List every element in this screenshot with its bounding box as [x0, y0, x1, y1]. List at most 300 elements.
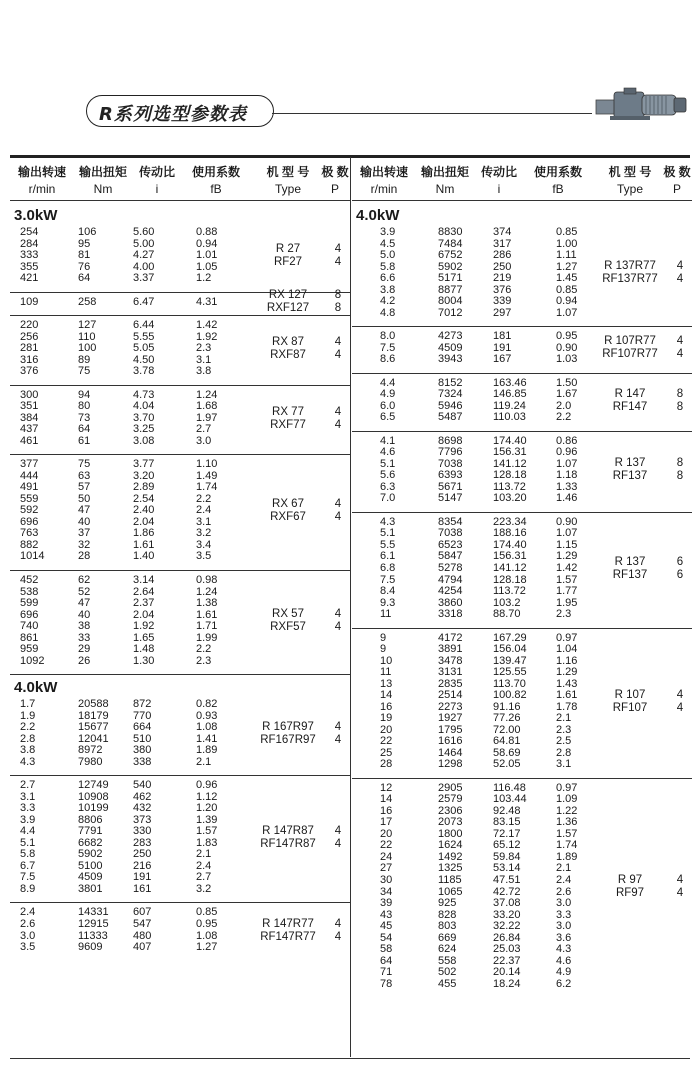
factor-cell: 3.0 [196, 434, 212, 447]
torque-cell: 52 [78, 585, 91, 598]
ratio-cell: 250 [493, 260, 512, 273]
header-speed: 输出转速 [17, 165, 66, 179]
speed-cell: 559 [20, 492, 39, 505]
factor-cell: 0.93 [196, 709, 218, 722]
section-divider [10, 315, 350, 316]
factor-cell: 3.2 [196, 882, 212, 895]
table-row [20, 919, 260, 931]
speed-cell: 284 [20, 237, 39, 250]
power-rating: 4.0kW [356, 207, 400, 224]
factor-cell: 0.96 [556, 446, 578, 459]
factor-cell: 6.2 [556, 977, 572, 990]
pole-count: 4 [334, 405, 342, 418]
ratio-cell: 2.04 [133, 608, 155, 621]
ratio-cell: 4.04 [133, 400, 155, 413]
torque-cell: 62 [78, 574, 91, 586]
factor-cell: 2.1 [556, 862, 572, 875]
factor-cell: 0.85 [556, 283, 578, 296]
torque-cell: 1185 [438, 874, 462, 886]
speed-cell: 45 [380, 920, 393, 933]
ratio-cell: 141.12 [493, 562, 527, 574]
speed-cell: 64 [380, 954, 393, 967]
torque-cell: 7038 [438, 457, 463, 470]
speed-cell: 9 [380, 631, 387, 644]
speed-cell: 109 [20, 295, 39, 308]
ratio-cell: 2.89 [133, 481, 155, 494]
table-row [380, 690, 620, 702]
factor-cell: 3.3 [556, 908, 572, 921]
factor-cell: 1.09 [556, 793, 578, 806]
gear-motor-icon [594, 86, 690, 122]
torque-cell: 10908 [78, 790, 109, 803]
factor-cell: 1.45 [556, 272, 578, 285]
ratio-cell: 2.04 [133, 515, 155, 528]
torque-cell: 258 [78, 295, 97, 308]
pole-count: 8 [676, 470, 684, 483]
torque-cell: 95 [78, 237, 91, 250]
speed-cell: 5.8 [380, 260, 396, 273]
model-type: R 147R87 [262, 824, 314, 837]
model-type: RF167R97 [260, 733, 316, 746]
factor-cell: 1.10 [196, 458, 218, 471]
speed-cell: 20 [380, 723, 393, 736]
ratio-cell: 3.78 [133, 365, 155, 378]
speed-cell: 17 [380, 816, 393, 829]
section-divider [10, 385, 350, 386]
pole-count: 4 [676, 873, 684, 886]
speed-cell: 333 [20, 249, 39, 262]
pole-count: 4 [334, 608, 342, 621]
torque-cell: 2514 [438, 689, 463, 702]
ratio-cell: 2.64 [133, 585, 155, 598]
ratio-cell: 139.47 [493, 654, 527, 667]
pole-count: 4 [334, 418, 342, 431]
torque-cell: 18179 [78, 709, 109, 722]
section-divider [10, 902, 350, 903]
model-type: RX 67 [272, 498, 304, 511]
speed-cell: 28 [380, 758, 393, 771]
pole-count: 8 [676, 400, 684, 413]
torque-cell: 3891 [438, 643, 463, 656]
ratio-cell: 116.48 [493, 781, 526, 794]
speed-cell: 9.3 [380, 596, 396, 609]
ratio-cell: 2.40 [133, 504, 155, 517]
torque-cell: 1800 [438, 827, 463, 840]
model-type: R 167R97 [262, 720, 314, 733]
ratio-cell: 3.25 [133, 423, 155, 436]
speed-cell: 25 [380, 746, 393, 759]
torque-cell: 29 [78, 643, 91, 656]
speed-cell: 16 [380, 804, 393, 817]
pole-count: 4 [676, 260, 684, 273]
ratio-cell: 4.50 [133, 353, 155, 366]
ratio-cell: 72.17 [493, 827, 521, 840]
ratio-cell: 4.27 [133, 249, 155, 262]
factor-cell: 0.95 [196, 918, 218, 930]
torque-cell: 89 [78, 353, 91, 366]
ratio-cell: 52.05 [493, 758, 521, 771]
table-row [380, 875, 620, 887]
speed-cell: 4.3 [20, 755, 36, 768]
torque-cell: 8698 [438, 434, 463, 447]
ratio-cell: 100.82 [493, 689, 527, 702]
torque-cell: 4509 [78, 871, 103, 884]
ratio-cell: 59.84 [493, 850, 521, 863]
torque-cell: 8877 [438, 283, 463, 296]
factor-cell: 3.1 [196, 515, 212, 528]
factor-cell: 2.5 [556, 735, 572, 748]
factor-cell: 1.50 [556, 376, 578, 389]
torque-cell: 10199 [78, 802, 109, 815]
model-type: RXF87 [270, 348, 306, 361]
table-row [20, 320, 260, 332]
header-type: 机 型 号 [608, 165, 652, 179]
factor-cell: 1.29 [556, 666, 578, 679]
factor-cell: 1.15 [556, 538, 578, 551]
torque-cell: 5100 [78, 859, 103, 872]
torque-cell: 7980 [78, 755, 103, 768]
table-row [20, 884, 260, 896]
ratio-cell: 191 [133, 871, 152, 884]
pole-count: 4 [334, 917, 342, 930]
torque-cell: 1298 [438, 758, 463, 771]
torque-cell: 6682 [78, 836, 103, 849]
speed-cell: 4.4 [20, 825, 36, 838]
factor-cell: 0.90 [556, 341, 578, 354]
factor-cell: 1.67 [556, 388, 578, 401]
factor-cell: 1.95 [556, 596, 578, 609]
pole-count: 8 [334, 302, 342, 315]
speed-cell: 2.4 [20, 906, 36, 919]
table-row [20, 942, 260, 954]
speed-cell: 2.7 [20, 779, 36, 792]
factor-cell: 1.01 [196, 249, 218, 262]
ratio-cell: 1.40 [133, 550, 155, 563]
torque-cell: 37 [78, 527, 91, 540]
factor-cell: 2.6 [556, 885, 572, 898]
speed-cell: 8.4 [380, 585, 396, 598]
factor-cell: 2.1 [196, 848, 212, 861]
speed-cell: 34 [380, 885, 393, 898]
torque-cell: 3131 [438, 666, 463, 679]
factor-cell: 1.36 [556, 816, 578, 829]
pole-count: 4 [334, 498, 342, 511]
column-divider [350, 157, 351, 1057]
factor-cell: 2.3 [556, 608, 572, 621]
torque-cell: 7038 [438, 527, 463, 540]
factor-cell: 2.8 [556, 746, 572, 759]
factor-cell: 1.05 [196, 260, 218, 273]
table-row [380, 250, 620, 262]
header-rule [352, 200, 692, 201]
speed-cell: 3.5 [20, 941, 36, 954]
ratio-cell: 4.00 [133, 260, 155, 273]
factor-cell: 1.22 [556, 804, 578, 817]
factor-cell: 1.16 [556, 654, 578, 667]
pole-count: 4 [334, 824, 342, 837]
ratio-cell: 286 [493, 249, 512, 262]
ratio-cell: 77.26 [493, 712, 521, 725]
table-row [20, 757, 260, 769]
factor-cell: 1.68 [196, 400, 218, 413]
pole-count: 4 [334, 348, 342, 361]
speed-cell: 11 [380, 666, 392, 679]
header-poles-unit: P [330, 182, 339, 196]
ratio-cell: 1.65 [133, 631, 155, 644]
model-type: R 137 [614, 457, 646, 470]
speed-cell: 599 [20, 597, 39, 610]
factor-cell: 0.85 [196, 906, 218, 919]
ratio-cell: 3.37 [133, 272, 155, 285]
pole-count: 4 [676, 688, 684, 701]
table-row [20, 343, 260, 355]
torque-cell: 8830 [438, 226, 463, 238]
speed-cell: 8.9 [20, 882, 36, 895]
model-type: RX 77 [272, 405, 304, 418]
factor-cell: 1.2 [196, 272, 212, 285]
ratio-cell: 407 [133, 941, 152, 954]
ratio-cell: 18.24 [493, 977, 521, 990]
torque-cell: 2073 [438, 816, 463, 829]
speed-cell: 3.0 [20, 929, 36, 942]
speed-cell: 740 [20, 620, 39, 633]
header-poles: 极 数 [321, 165, 349, 179]
torque-cell: 94 [78, 388, 91, 401]
speed-cell: 4.6 [380, 446, 396, 459]
factor-cell: 1.07 [556, 457, 578, 470]
factor-cell: 3.6 [556, 931, 572, 944]
torque-cell: 50 [78, 492, 91, 505]
speed-cell: 9 [380, 643, 387, 656]
section-divider [10, 775, 350, 776]
torque-cell: 4254 [438, 585, 463, 598]
torque-cell: 5171 [438, 272, 463, 285]
torque-cell: 7484 [438, 237, 463, 250]
ratio-cell: 770 [133, 709, 152, 722]
power-rating: 4.0kW [14, 679, 58, 697]
table-row [20, 273, 260, 285]
ratio-cell: 330 [133, 825, 152, 838]
speed-cell: 58 [380, 943, 393, 956]
table-row [20, 644, 260, 656]
model-type: R 27 [275, 242, 301, 255]
speed-cell: 281 [20, 342, 39, 355]
torque-cell: 12749 [78, 779, 109, 792]
ratio-cell: 3.08 [133, 434, 155, 447]
speed-cell: 4.4 [380, 376, 396, 389]
header-rule [10, 200, 350, 201]
table-row [380, 412, 620, 424]
table-row [380, 944, 620, 956]
torque-cell: 5147 [438, 492, 463, 505]
ratio-cell: 223.34 [493, 515, 527, 528]
ratio-cell: 128.18 [493, 573, 527, 586]
table-row [380, 227, 620, 239]
ratio-cell: 1.30 [133, 654, 155, 667]
torque-cell: 1927 [438, 712, 463, 725]
factor-cell: 2.2 [196, 643, 212, 656]
pole-count: 4 [334, 733, 342, 746]
model-type: RF147R77 [260, 930, 316, 943]
header-poles: 极 数 [663, 165, 691, 179]
torque-cell: 1492 [438, 850, 463, 863]
factor-cell: 1.24 [196, 388, 218, 401]
speed-cell: 452 [20, 574, 39, 586]
model-type: RF107R77 [602, 348, 658, 361]
speed-cell: 220 [20, 319, 39, 332]
title-badge [86, 95, 274, 127]
torque-cell: 2835 [438, 677, 463, 690]
torque-cell: 106 [78, 226, 97, 238]
factor-cell: 1.39 [196, 813, 218, 826]
factor-cell: 2.2 [556, 411, 572, 424]
table-row [20, 366, 260, 378]
speed-cell: 4.1 [380, 434, 396, 447]
speed-cell: 24 [380, 850, 393, 863]
factor-cell: 0.90 [556, 515, 578, 528]
ratio-cell: 3.14 [133, 574, 155, 586]
factor-cell: 2.3 [196, 342, 212, 355]
factor-cell: 1.57 [556, 573, 578, 586]
ratio-cell: 297 [493, 306, 512, 319]
torque-cell: 1624 [438, 839, 463, 852]
factor-cell: 2.0 [556, 399, 572, 412]
torque-cell: 5671 [438, 480, 463, 493]
speed-cell: 8.6 [380, 353, 396, 366]
ratio-cell: 22.37 [493, 954, 521, 967]
factor-cell: 1.12 [196, 790, 218, 803]
torque-cell: 4273 [438, 330, 463, 343]
torque-cell: 33 [78, 631, 91, 644]
speed-cell: 5.8 [20, 848, 36, 861]
speed-cell: 4.3 [380, 515, 396, 528]
speed-cell: 1.7 [20, 698, 36, 711]
speed-cell: 7.5 [20, 871, 36, 884]
speed-cell: 3.1 [20, 790, 36, 803]
factor-cell: 1.33 [556, 480, 578, 493]
torque-cell: 1616 [438, 735, 463, 748]
ratio-cell: 510 [133, 732, 152, 745]
factor-cell: 1.71 [196, 620, 218, 633]
speed-cell: 696 [20, 515, 39, 528]
speed-cell: 5.1 [20, 836, 36, 849]
torque-cell: 8152 [438, 376, 463, 389]
speed-cell: 8.0 [380, 330, 396, 343]
factor-cell: 3.0 [556, 897, 572, 910]
speed-cell: 5.1 [380, 457, 396, 470]
section-divider [352, 326, 692, 327]
ratio-cell: 373 [133, 813, 152, 826]
table-row [380, 493, 620, 505]
pole-count: 4 [334, 242, 342, 255]
torque-cell: 61 [78, 434, 91, 447]
speed-cell: 444 [20, 469, 39, 482]
torque-cell: 6393 [438, 469, 463, 482]
ratio-cell: 607 [133, 906, 152, 919]
ratio-cell: 161 [133, 882, 152, 895]
factor-cell: 4.6 [556, 954, 572, 967]
ratio-cell: 1.48 [133, 643, 155, 656]
ratio-cell: 5.55 [133, 330, 155, 343]
factor-cell: 1.29 [556, 550, 578, 563]
table-row [20, 436, 260, 448]
ratio-cell: 462 [133, 790, 152, 803]
table-row [20, 745, 260, 757]
torque-cell: 14331 [78, 906, 109, 919]
torque-cell: 3801 [78, 882, 103, 895]
pole-count: 4 [334, 621, 342, 634]
table-row [20, 250, 260, 262]
ratio-cell: 1.86 [133, 527, 155, 540]
speed-cell: 43 [380, 908, 393, 921]
model-type: RX 87 [272, 335, 304, 348]
torque-cell: 1464 [438, 746, 463, 759]
factor-cell: 2.4 [196, 504, 212, 517]
torque-cell: 624 [438, 943, 457, 956]
torque-cell: 7012 [438, 306, 463, 319]
ratio-cell: 664 [133, 721, 152, 734]
factor-cell: 1.77 [556, 585, 578, 598]
ratio-cell: 53.14 [493, 862, 521, 875]
factor-cell: 1.42 [556, 562, 578, 574]
model-type: RF137 [612, 470, 648, 483]
factor-cell: 2.2 [196, 492, 212, 505]
speed-cell: 19 [380, 712, 393, 725]
factor-cell: 1.57 [196, 825, 218, 838]
header-ratio: 传动比 [138, 165, 175, 179]
speed-cell: 30 [380, 874, 393, 886]
ratio-cell: 188.16 [493, 527, 527, 540]
speed-cell: 861 [20, 631, 39, 644]
ratio-cell: 119.24 [493, 399, 526, 412]
factor-cell: 3.0 [556, 920, 572, 933]
table-row [20, 575, 260, 587]
torque-cell: 9609 [78, 941, 103, 954]
header-speed: 输出转速 [359, 165, 408, 179]
ratio-cell: 338 [133, 755, 152, 768]
header-factor: 使用系数 [533, 165, 582, 179]
speed-cell: 12 [380, 781, 393, 794]
ratio-cell: 374 [493, 226, 512, 238]
table-row [380, 921, 620, 933]
factor-cell: 1.11 [556, 249, 577, 262]
ratio-cell: 5.00 [133, 237, 155, 250]
factor-cell: 1.24 [196, 585, 218, 598]
factor-cell: 2.1 [196, 755, 212, 768]
model-type: RF107 [612, 701, 648, 714]
speed-cell: 300 [20, 388, 39, 401]
speed-cell: 3.8 [380, 283, 396, 296]
speed-cell: 696 [20, 608, 39, 621]
header-poles-unit: P [672, 182, 681, 196]
ratio-cell: 872 [133, 698, 152, 711]
speed-cell: 4.5 [380, 237, 396, 250]
ratio-cell: 141.12 [493, 457, 527, 470]
torque-cell: 8972 [78, 744, 103, 757]
ratio-cell: 113.70 [493, 677, 526, 690]
speed-cell: 437 [20, 423, 39, 436]
speed-cell: 592 [20, 504, 39, 517]
ratio-cell: 128.18 [493, 469, 527, 482]
torque-cell: 455 [438, 977, 457, 990]
ratio-cell: 250 [133, 848, 152, 861]
torque-cell: 32 [78, 538, 91, 551]
torque-cell: 15677 [78, 721, 109, 734]
speed-cell: 16 [380, 700, 393, 713]
header-torque-unit: Nm [435, 182, 455, 196]
speed-cell: 491 [20, 481, 39, 494]
header-speed-unit: r/min [28, 182, 56, 196]
